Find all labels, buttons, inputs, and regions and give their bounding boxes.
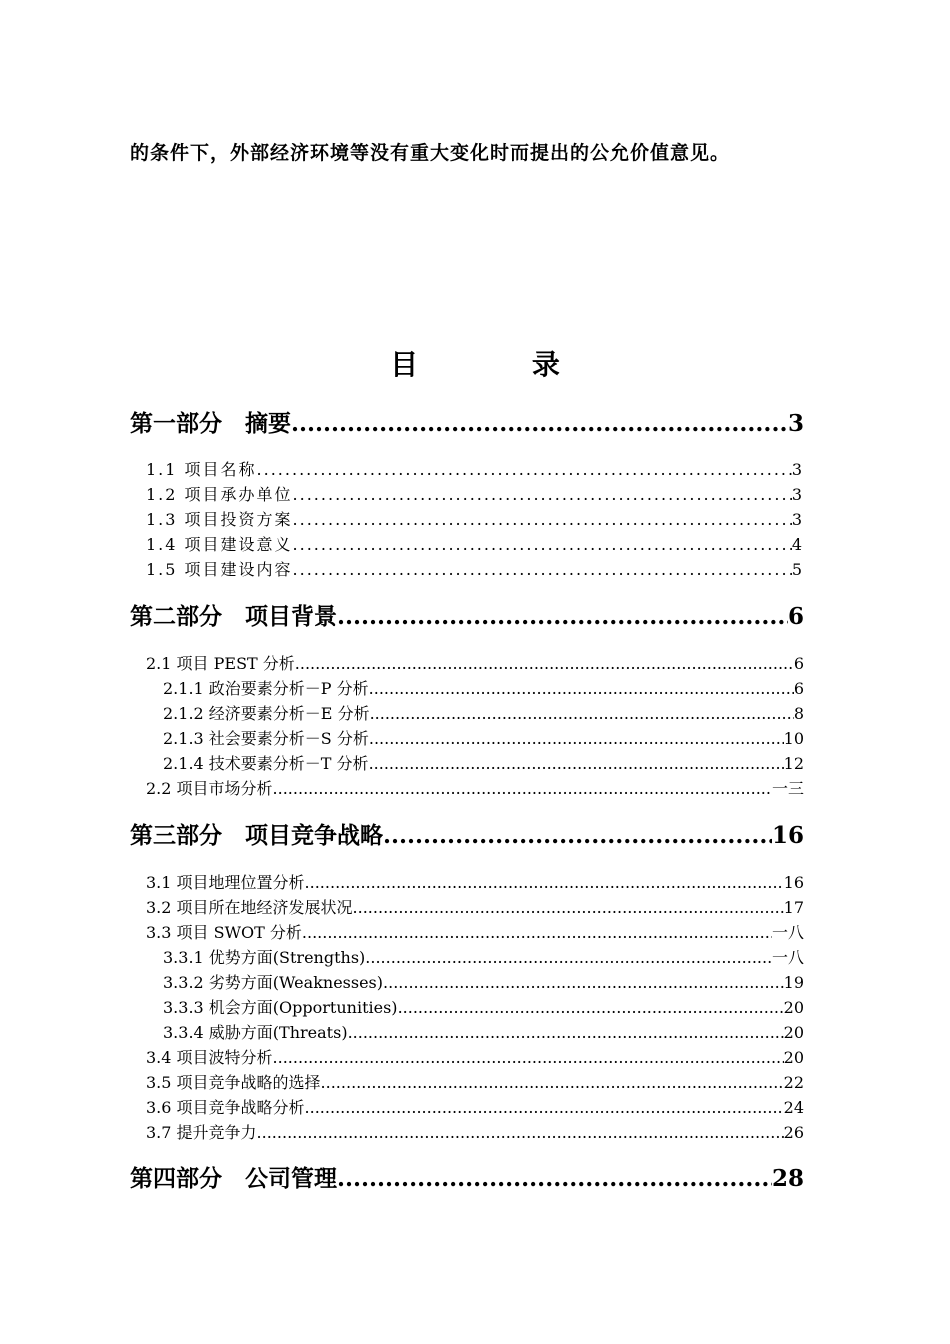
toc-leader [293,560,792,579]
toc-leader [398,998,784,1017]
toc-entry-3-3-3[interactable] [163,995,804,1017]
toc-page-number: 一三 [771,779,804,798]
toc-part-label: 第四部分 公司管理 [130,1165,337,1192]
toc-entry-label: 3.3.3 机会方面(Opportunities) [163,998,398,1017]
toc-leader [369,729,784,748]
toc-entry-3-5[interactable] [146,1070,804,1092]
toc-leader [337,1165,772,1192]
toc-page-number: 20 [783,1048,804,1067]
toc-entry-2-1-2[interactable] [163,701,804,723]
toc-part-label: 第一部分 摘要 [130,410,291,437]
toc-part-label: 第三部分 项目竞争战略 [130,822,383,849]
toc-page-number: 16 [783,873,804,892]
toc-leader [273,779,772,798]
toc-entry-1-5[interactable] [146,557,804,579]
toc-page-number: 26 [783,1123,804,1142]
toc-entry-label: 1.5 项目建设内容 [146,560,293,579]
toc-leader [353,898,784,917]
toc-leader [291,410,788,437]
toc-page-number: 24 [783,1098,804,1117]
toc-entry-3-3-2[interactable] [163,970,804,992]
toc-entry-label: 3.3.4 威胁方面(Threats) [163,1023,348,1042]
toc-page-number: 6 [793,679,804,698]
toc-entry-2-1[interactable] [146,651,804,673]
toc-leader [370,704,794,723]
toc-leader [369,754,784,773]
toc-entry-label: 2.1.3 社会要素分析－S 分析 [163,729,369,748]
toc-leader [293,535,792,554]
toc-leader [348,1023,784,1042]
toc-entry-1-4[interactable] [146,532,804,554]
toc-entry-3-3-1[interactable] [163,945,804,967]
toc-entry-label: 1.2 项目承办单位 [146,485,293,504]
toc-part-2[interactable] [130,598,804,630]
toc-page-number: 22 [783,1073,804,1092]
toc-part-4[interactable] [130,1160,804,1192]
toc-entry-label: 3.6 项目竞争战略分析 [146,1098,305,1117]
toc-entry-label: 2.1 项目 PEST 分析 [146,654,295,673]
toc-entry-3-3[interactable] [146,920,804,942]
toc-leader [365,948,772,967]
toc-entry-label: 1.4 项目建设意义 [146,535,293,554]
toc-entry-label: 3.1 项目地理位置分析 [146,873,305,892]
toc-leader [257,460,792,479]
toc-entry-2-1-3[interactable] [163,726,804,748]
toc-entry-1-3[interactable] [146,507,804,529]
toc-entry-label: 3.7 提升竞争力 [146,1123,257,1142]
toc-entry-label: 1.1 项目名称 [146,460,257,479]
toc-page-number: 28 [771,1165,804,1192]
toc-page-number: 20 [783,1023,804,1042]
toc-leader [383,822,772,849]
toc-title: 目 录 [390,348,612,381]
intro-paragraph: 的条件下，外部经济环境等没有重大变化时而提出的公允价值意见。 [130,142,731,164]
toc-leader [321,1073,784,1092]
toc-entry-label: 3.3 项目 SWOT 分析 [146,923,302,942]
toc-page-number: 17 [783,898,804,917]
toc-entry-label: 2.1.2 经济要素分析－E 分析 [163,704,370,723]
toc-page-number: 20 [783,998,804,1017]
toc-page-number: 6 [787,603,804,630]
toc-entry-label: 2.2 项目市场分析 [146,779,273,798]
toc-page-number: 12 [783,754,804,773]
toc-entry-label: 3.3.1 优势方面(Strengths) [163,948,366,967]
toc-page-number: 8 [793,704,804,723]
toc-leader [293,485,792,504]
toc-entry-2-2[interactable] [146,776,804,798]
toc-part-3[interactable] [130,817,804,849]
toc-part-label: 第二部分 项目背景 [130,603,337,630]
toc-entry-2-1-4[interactable] [163,751,804,773]
toc-entry-1-1[interactable] [146,457,804,479]
toc-entry-label: 1.3 项目投资方案 [146,510,293,529]
toc-entry-3-6[interactable] [146,1095,804,1117]
toc-page-number: 19 [783,973,804,992]
toc-page-number: 一八 [771,948,804,967]
toc-entry-label: 3.2 项目所在地经济发展状况 [146,898,353,917]
toc-leader [295,654,794,673]
toc-entry-label: 3.4 项目波特分析 [146,1048,273,1067]
toc-page-number: 5 [791,560,804,579]
toc-page-number: 16 [771,822,804,849]
toc-entry-1-2[interactable] [146,482,804,504]
toc-leader [337,603,788,630]
toc-entry-3-3-4[interactable] [163,1020,804,1042]
toc-leader [273,1048,784,1067]
toc-entry-2-1-1[interactable] [163,676,804,698]
toc-page-number: 3 [791,485,804,504]
toc-leader [369,679,794,698]
toc-page-number: 3 [791,460,804,479]
toc-page-number: 一八 [771,923,804,942]
toc-page-number: 10 [783,729,804,748]
toc-entry-label: 2.1.4 技术要素分析－T 分析 [163,754,369,773]
toc-entry-label: 3.5 项目竞争战略的选择 [146,1073,321,1092]
toc-entry-label: 3.3.2 劣势方面(Weaknesses) [163,973,384,992]
toc-page-number: 4 [791,535,804,554]
toc-leader [302,923,772,942]
toc-leader [305,1098,784,1117]
toc-page-number: 6 [793,654,804,673]
toc-leader [305,873,784,892]
toc-leader [257,1123,784,1142]
toc-leader [383,973,784,992]
toc-part-1[interactable] [130,405,804,437]
toc-entry-3-7[interactable] [146,1120,804,1142]
toc-entry-3-4[interactable] [146,1045,804,1067]
toc-page-number: 3 [787,410,804,437]
toc-leader [293,510,792,529]
toc-entry-3-2[interactable] [146,895,804,917]
toc-entry-label: 2.1.1 政治要素分析－P 分析 [163,679,369,698]
toc-page-number: 3 [791,510,804,529]
toc-entry-3-1[interactable] [146,870,804,892]
